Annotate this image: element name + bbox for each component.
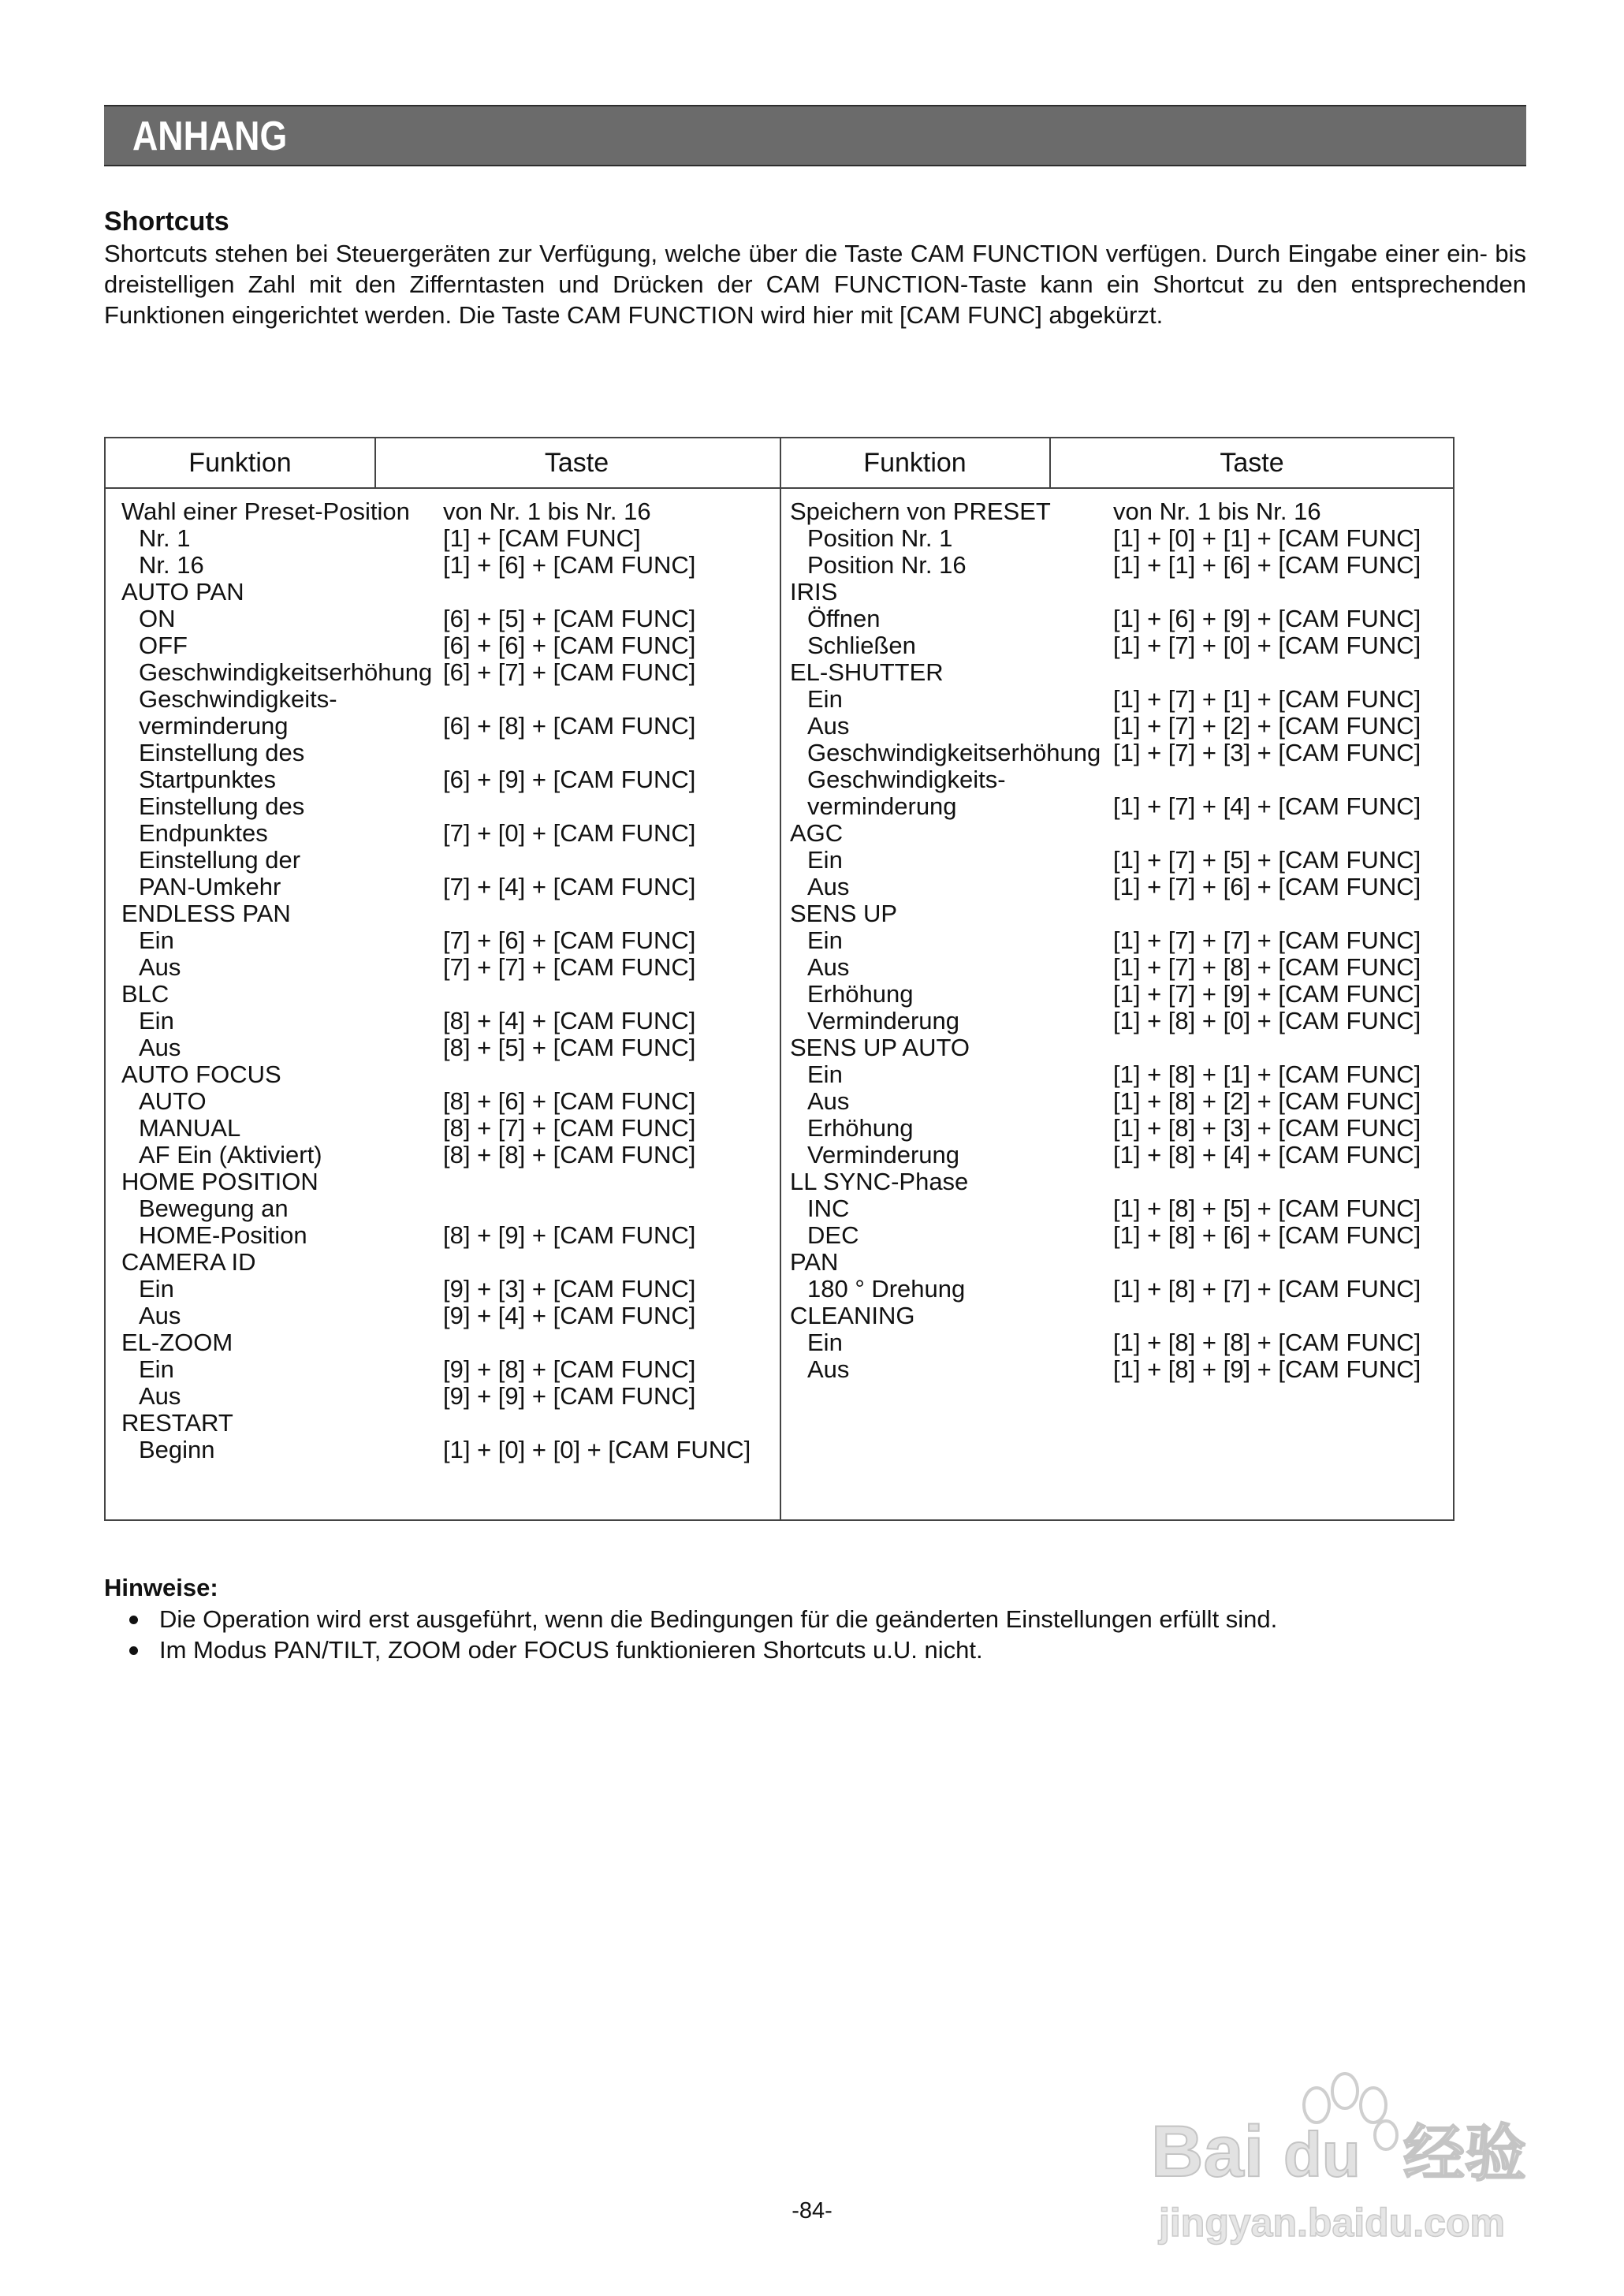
- function-label: Schließen: [807, 632, 916, 659]
- table-row: [121, 1437, 768, 1463]
- function-label: Aus: [139, 1382, 181, 1410]
- table-row: [790, 659, 1452, 686]
- key-sequence: [1] + [7] + [1] + [CAM FUNC]: [1113, 685, 1421, 713]
- table-row: [121, 1061, 768, 1088]
- table-row: [790, 1034, 1452, 1061]
- function-label: Nr. 16: [139, 551, 204, 579]
- table-row: [790, 1303, 1452, 1329]
- table-row: [121, 1088, 768, 1115]
- table-row: [790, 606, 1452, 632]
- table-row: [121, 579, 768, 606]
- key-sequence: [8] + [7] + [CAM FUNC]: [443, 1114, 696, 1142]
- function-label: Erhöhung: [807, 980, 914, 1008]
- key-sequence: [1] + [7] + [9] + [CAM FUNC]: [1113, 980, 1421, 1008]
- header-taste-left: Taste: [544, 448, 609, 478]
- key-sequence: [1] + [8] + [7] + [CAM FUNC]: [1113, 1275, 1421, 1303]
- table-row: [121, 659, 768, 686]
- key-sequence: [9] + [8] + [CAM FUNC]: [443, 1355, 696, 1383]
- table-row: [121, 927, 768, 954]
- key-sequence: [1] + [6] + [9] + [CAM FUNC]: [1113, 605, 1421, 632]
- function-label: Ein: [139, 1007, 174, 1034]
- table-row: [121, 713, 768, 740]
- key-sequence: [7] + [7] + [CAM FUNC]: [443, 953, 696, 981]
- table-row: [790, 1222, 1452, 1249]
- table-row: [790, 686, 1452, 713]
- function-label: EL-SHUTTER: [790, 658, 944, 686]
- header-funktion-left: Funktion: [188, 448, 292, 478]
- key-sequence: [1] + [7] + [2] + [CAM FUNC]: [1113, 712, 1421, 740]
- table-row: [121, 820, 768, 847]
- key-sequence: [1] + [7] + [5] + [CAM FUNC]: [1113, 846, 1421, 874]
- table-row: [790, 1249, 1452, 1276]
- key-sequence: [9] + [9] + [CAM FUNC]: [443, 1382, 696, 1410]
- function-label: Ein: [807, 1060, 843, 1088]
- function-label: Ein: [139, 1275, 174, 1303]
- function-label: HOME-Position: [139, 1221, 307, 1249]
- key-sequence: [1] + [0] + [1] + [CAM FUNC]: [1113, 524, 1421, 552]
- function-label: Endpunktes: [139, 819, 268, 847]
- key-sequence: [1] + [8] + [6] + [CAM FUNC]: [1113, 1221, 1421, 1249]
- watermark-cn: 经验: [1403, 2119, 1527, 2190]
- table-row: [790, 820, 1452, 847]
- table-row: [790, 1329, 1452, 1356]
- key-sequence: [1] + [6] + [CAM FUNC]: [443, 551, 696, 579]
- key-sequence: [1] + [8] + [1] + [CAM FUNC]: [1113, 1060, 1421, 1088]
- function-label: Aus: [139, 1034, 181, 1061]
- function-label: Einstellung der: [139, 846, 301, 874]
- key-sequence: [1] + [7] + [3] + [CAM FUNC]: [1113, 739, 1421, 766]
- function-label: Aus: [807, 953, 850, 981]
- key-sequence: [1] + [7] + [6] + [CAM FUNC]: [1113, 873, 1421, 900]
- table-row: [121, 1276, 768, 1303]
- table-row: [121, 740, 768, 766]
- function-label: CLEANING: [790, 1302, 915, 1329]
- table-row: [121, 1008, 768, 1034]
- shortcuts-heading: Shortcuts: [104, 207, 229, 237]
- table-row: [121, 1034, 768, 1061]
- key-sequence: [1] + [8] + [0] + [CAM FUNC]: [1113, 1007, 1421, 1034]
- key-sequence: [1] + [1] + [6] + [CAM FUNC]: [1113, 551, 1421, 579]
- watermark-brand-du: du: [1283, 2119, 1361, 2190]
- key-sequence: [8] + [5] + [CAM FUNC]: [443, 1034, 696, 1061]
- table-row: [121, 1303, 768, 1329]
- function-label: Aus: [807, 1087, 850, 1115]
- function-label: SENS UP: [790, 900, 898, 927]
- table-row: [790, 874, 1452, 900]
- function-label: Position Nr. 16: [807, 551, 967, 579]
- page-number: -84-: [792, 2198, 832, 2223]
- table-row: [121, 766, 768, 793]
- table-row: [121, 1383, 768, 1410]
- key-sequence: [1] + [7] + [8] + [CAM FUNC]: [1113, 953, 1421, 981]
- function-label: Position Nr. 1: [807, 524, 953, 552]
- table-row: [121, 1142, 768, 1168]
- function-label: DEC: [807, 1221, 859, 1249]
- function-label: OFF: [139, 632, 188, 659]
- key-sequence: [9] + [3] + [CAM FUNC]: [443, 1275, 696, 1303]
- function-label: BLC: [121, 980, 169, 1008]
- table-row: [121, 1249, 768, 1276]
- key-sequence: [1] + [8] + [2] + [CAM FUNC]: [1113, 1087, 1421, 1115]
- key-sequence: [1] + [8] + [9] + [CAM FUNC]: [1113, 1355, 1421, 1383]
- table-row: [790, 632, 1452, 659]
- section-title: ANHANG: [132, 114, 288, 159]
- function-label: Startpunktes: [139, 766, 277, 793]
- table-row: [121, 525, 768, 552]
- key-sequence: [7] + [0] + [CAM FUNC]: [443, 819, 696, 847]
- table-row: [790, 1168, 1452, 1195]
- table-row: [121, 1115, 768, 1142]
- key-sequence: [1] + [7] + [0] + [CAM FUNC]: [1113, 632, 1421, 659]
- table-row: [790, 766, 1452, 793]
- function-label: 180 ° Drehung: [807, 1275, 966, 1303]
- key-sequence: [1] + [8] + [4] + [CAM FUNC]: [1113, 1141, 1421, 1168]
- table-row: [790, 1008, 1452, 1034]
- hinweise-heading: Hinweise:: [104, 1574, 218, 1601]
- function-label: Nr. 1: [139, 524, 191, 552]
- function-label: Erhöhung: [807, 1114, 914, 1142]
- function-label: Ein: [139, 926, 174, 954]
- key-sequence: [7] + [4] + [CAM FUNC]: [443, 873, 696, 900]
- key-sequence: [8] + [9] + [CAM FUNC]: [443, 1221, 696, 1249]
- table-row: [121, 552, 768, 579]
- section-banner: [104, 105, 1526, 166]
- header-divider: [374, 438, 376, 487]
- function-label: Speichern von PRESET: [790, 498, 1051, 525]
- table-row: [121, 1410, 768, 1437]
- function-label: EL-ZOOM: [121, 1329, 233, 1356]
- table-row: [121, 632, 768, 659]
- key-sequence: [6] + [9] + [CAM FUNC]: [443, 766, 696, 793]
- function-label: AUTO FOCUS: [121, 1060, 281, 1088]
- key-sequence: [1] + [8] + [5] + [CAM FUNC]: [1113, 1195, 1421, 1222]
- watermark-brand: Bai: [1151, 2112, 1265, 2192]
- function-label: ON: [139, 605, 176, 632]
- table-row: [790, 713, 1452, 740]
- key-sequence: [1] + [8] + [3] + [CAM FUNC]: [1113, 1114, 1421, 1142]
- function-label: Geschwindigkeitserhöhung: [807, 739, 1101, 766]
- function-label: verminderung: [807, 792, 957, 820]
- key-sequence: [6] + [5] + [CAM FUNC]: [443, 605, 696, 632]
- key-sequence: [8] + [8] + [CAM FUNC]: [443, 1141, 696, 1168]
- table-row: [790, 525, 1452, 552]
- function-label: verminderung: [139, 712, 289, 740]
- table-row: [121, 954, 768, 981]
- key-sequence: [1] + [7] + [4] + [CAM FUNC]: [1113, 792, 1421, 820]
- function-label: Geschwindigkeits-: [139, 685, 337, 713]
- key-sequence: [6] + [7] + [CAM FUNC]: [443, 658, 696, 686]
- function-label: Aus: [139, 953, 181, 981]
- left-column: [121, 498, 768, 1463]
- table-row: [790, 552, 1452, 579]
- table-row: [790, 1061, 1452, 1088]
- key-sequence: [8] + [4] + [CAM FUNC]: [443, 1007, 696, 1034]
- hinweise-list: [104, 1604, 1277, 1665]
- table-row: [790, 927, 1452, 954]
- table-row: [790, 1115, 1452, 1142]
- table-row: [790, 1142, 1452, 1168]
- table-row: [121, 981, 768, 1008]
- function-label: Aus: [139, 1302, 181, 1329]
- table-row: [790, 1088, 1452, 1115]
- function-label: PAN: [790, 1248, 839, 1276]
- table-row: [790, 981, 1452, 1008]
- table-row: [790, 954, 1452, 981]
- function-label: Verminderung: [807, 1141, 960, 1168]
- table-row: [121, 847, 768, 874]
- function-label: Aus: [807, 873, 850, 900]
- table-row: [121, 1356, 768, 1383]
- function-label: Ein: [807, 846, 843, 874]
- table-row: [790, 900, 1452, 927]
- table-row: [121, 606, 768, 632]
- shortcuts-intro: Shortcuts stehen bei Steuergeräten zur Verfügung, welche über die Taste CAM FUNCTION verfügen. Durch Eingabe einer ein- bis dreistelligen Zahl mit den Zifferntasten und Drücken der CAM FUNCTION-Taste kann ein Shortcut zu den entsprechenden Funktionen eingerichtet werden. Die Taste CAM FUNCTION wird hier mit [CAM FUNC] abgekürzt.: [104, 240, 1526, 329]
- function-label: HOME POSITION: [121, 1168, 318, 1195]
- baidu-watermark: [1151, 2050, 1561, 2255]
- function-label: Öffnen: [807, 605, 881, 632]
- table-row: [121, 1222, 768, 1249]
- function-label: AGC: [790, 819, 844, 847]
- table-row: [121, 686, 768, 713]
- table-row: [790, 740, 1452, 766]
- function-label: Bewegung an: [139, 1195, 289, 1222]
- table-row: [790, 498, 1452, 525]
- table-row: [121, 900, 768, 927]
- key-sequence: [8] + [6] + [CAM FUNC]: [443, 1087, 696, 1115]
- function-label: AF Ein (Aktiviert): [139, 1141, 322, 1168]
- center-divider: [780, 438, 781, 1519]
- table-row: [790, 793, 1452, 820]
- function-label: IRIS: [790, 578, 838, 606]
- function-label: Ein: [807, 1329, 843, 1356]
- table-row: [790, 847, 1452, 874]
- function-label: Geschwindigkeitserhöhung: [139, 658, 433, 686]
- function-label: Einstellung des: [139, 739, 305, 766]
- function-label: LL SYNC-Phase: [790, 1168, 969, 1195]
- table-row: [121, 793, 768, 820]
- function-label: Ein: [807, 685, 843, 713]
- function-label: Einstellung des: [139, 792, 305, 820]
- table-row: [790, 1195, 1452, 1222]
- function-label: Geschwindigkeits-: [807, 766, 1006, 793]
- table-row: [790, 1276, 1452, 1303]
- function-label: PAN-Umkehr: [139, 873, 281, 900]
- function-label: Verminderung: [807, 1007, 960, 1034]
- function-label: INC: [807, 1195, 850, 1222]
- key-sequence: [1] + [7] + [7] + [CAM FUNC]: [1113, 926, 1421, 954]
- key-sequence: [7] + [6] + [CAM FUNC]: [443, 926, 696, 954]
- function-label: Aus: [807, 1355, 850, 1383]
- function-label: MANUAL: [139, 1114, 241, 1142]
- table-row: [790, 579, 1452, 606]
- table-row: [121, 1195, 768, 1222]
- function-label: CAMERA ID: [121, 1248, 256, 1276]
- function-label: Aus: [807, 712, 850, 740]
- table-row: [121, 1168, 768, 1195]
- key-sequence: [1] + [0] + [0] + [CAM FUNC]: [443, 1436, 751, 1463]
- right-column: [790, 498, 1452, 1383]
- function-label: AUTO: [139, 1087, 207, 1115]
- function-label: ENDLESS PAN: [121, 900, 291, 927]
- table-row: [121, 874, 768, 900]
- table-row: [790, 1356, 1452, 1383]
- function-label: Ein: [139, 1355, 174, 1383]
- table-row: [121, 1329, 768, 1356]
- header-taste-right: Taste: [1220, 448, 1284, 478]
- key-sequence: [1] + [CAM FUNC]: [443, 524, 641, 552]
- header-divider: [1049, 438, 1051, 487]
- hinweise-item: Im Modus PAN/TILT, ZOOM oder FOCUS funktionieren Shortcuts u.U. nicht.: [104, 1634, 1277, 1665]
- function-label: Wahl einer Preset-Position: [121, 498, 410, 525]
- function-label: RESTART: [121, 1409, 233, 1437]
- shortcut-table: [104, 437, 1455, 1521]
- function-label: SENS UP AUTO: [790, 1034, 970, 1061]
- key-sequence: [1] + [8] + [8] + [CAM FUNC]: [1113, 1329, 1421, 1356]
- watermark-url: jingyan.baidu.com: [1159, 2201, 1505, 2245]
- key-sequence: von Nr. 1 bis Nr. 16: [1113, 498, 1321, 525]
- key-sequence: von Nr. 1 bis Nr. 16: [443, 498, 651, 525]
- table-row: [121, 498, 768, 525]
- key-sequence: [6] + [8] + [CAM FUNC]: [443, 712, 696, 740]
- key-sequence: [6] + [6] + [CAM FUNC]: [443, 632, 696, 659]
- function-label: AUTO PAN: [121, 578, 244, 606]
- key-sequence: [9] + [4] + [CAM FUNC]: [443, 1302, 696, 1329]
- hinweise-item: Die Operation wird erst ausgeführt, wenn die Bedingungen für die geänderten Einstellungen erfüllt sind.: [104, 1604, 1277, 1634]
- header-funktion-right: Funktion: [863, 448, 967, 478]
- function-label: Ein: [807, 926, 843, 954]
- function-label: Beginn: [139, 1436, 215, 1463]
